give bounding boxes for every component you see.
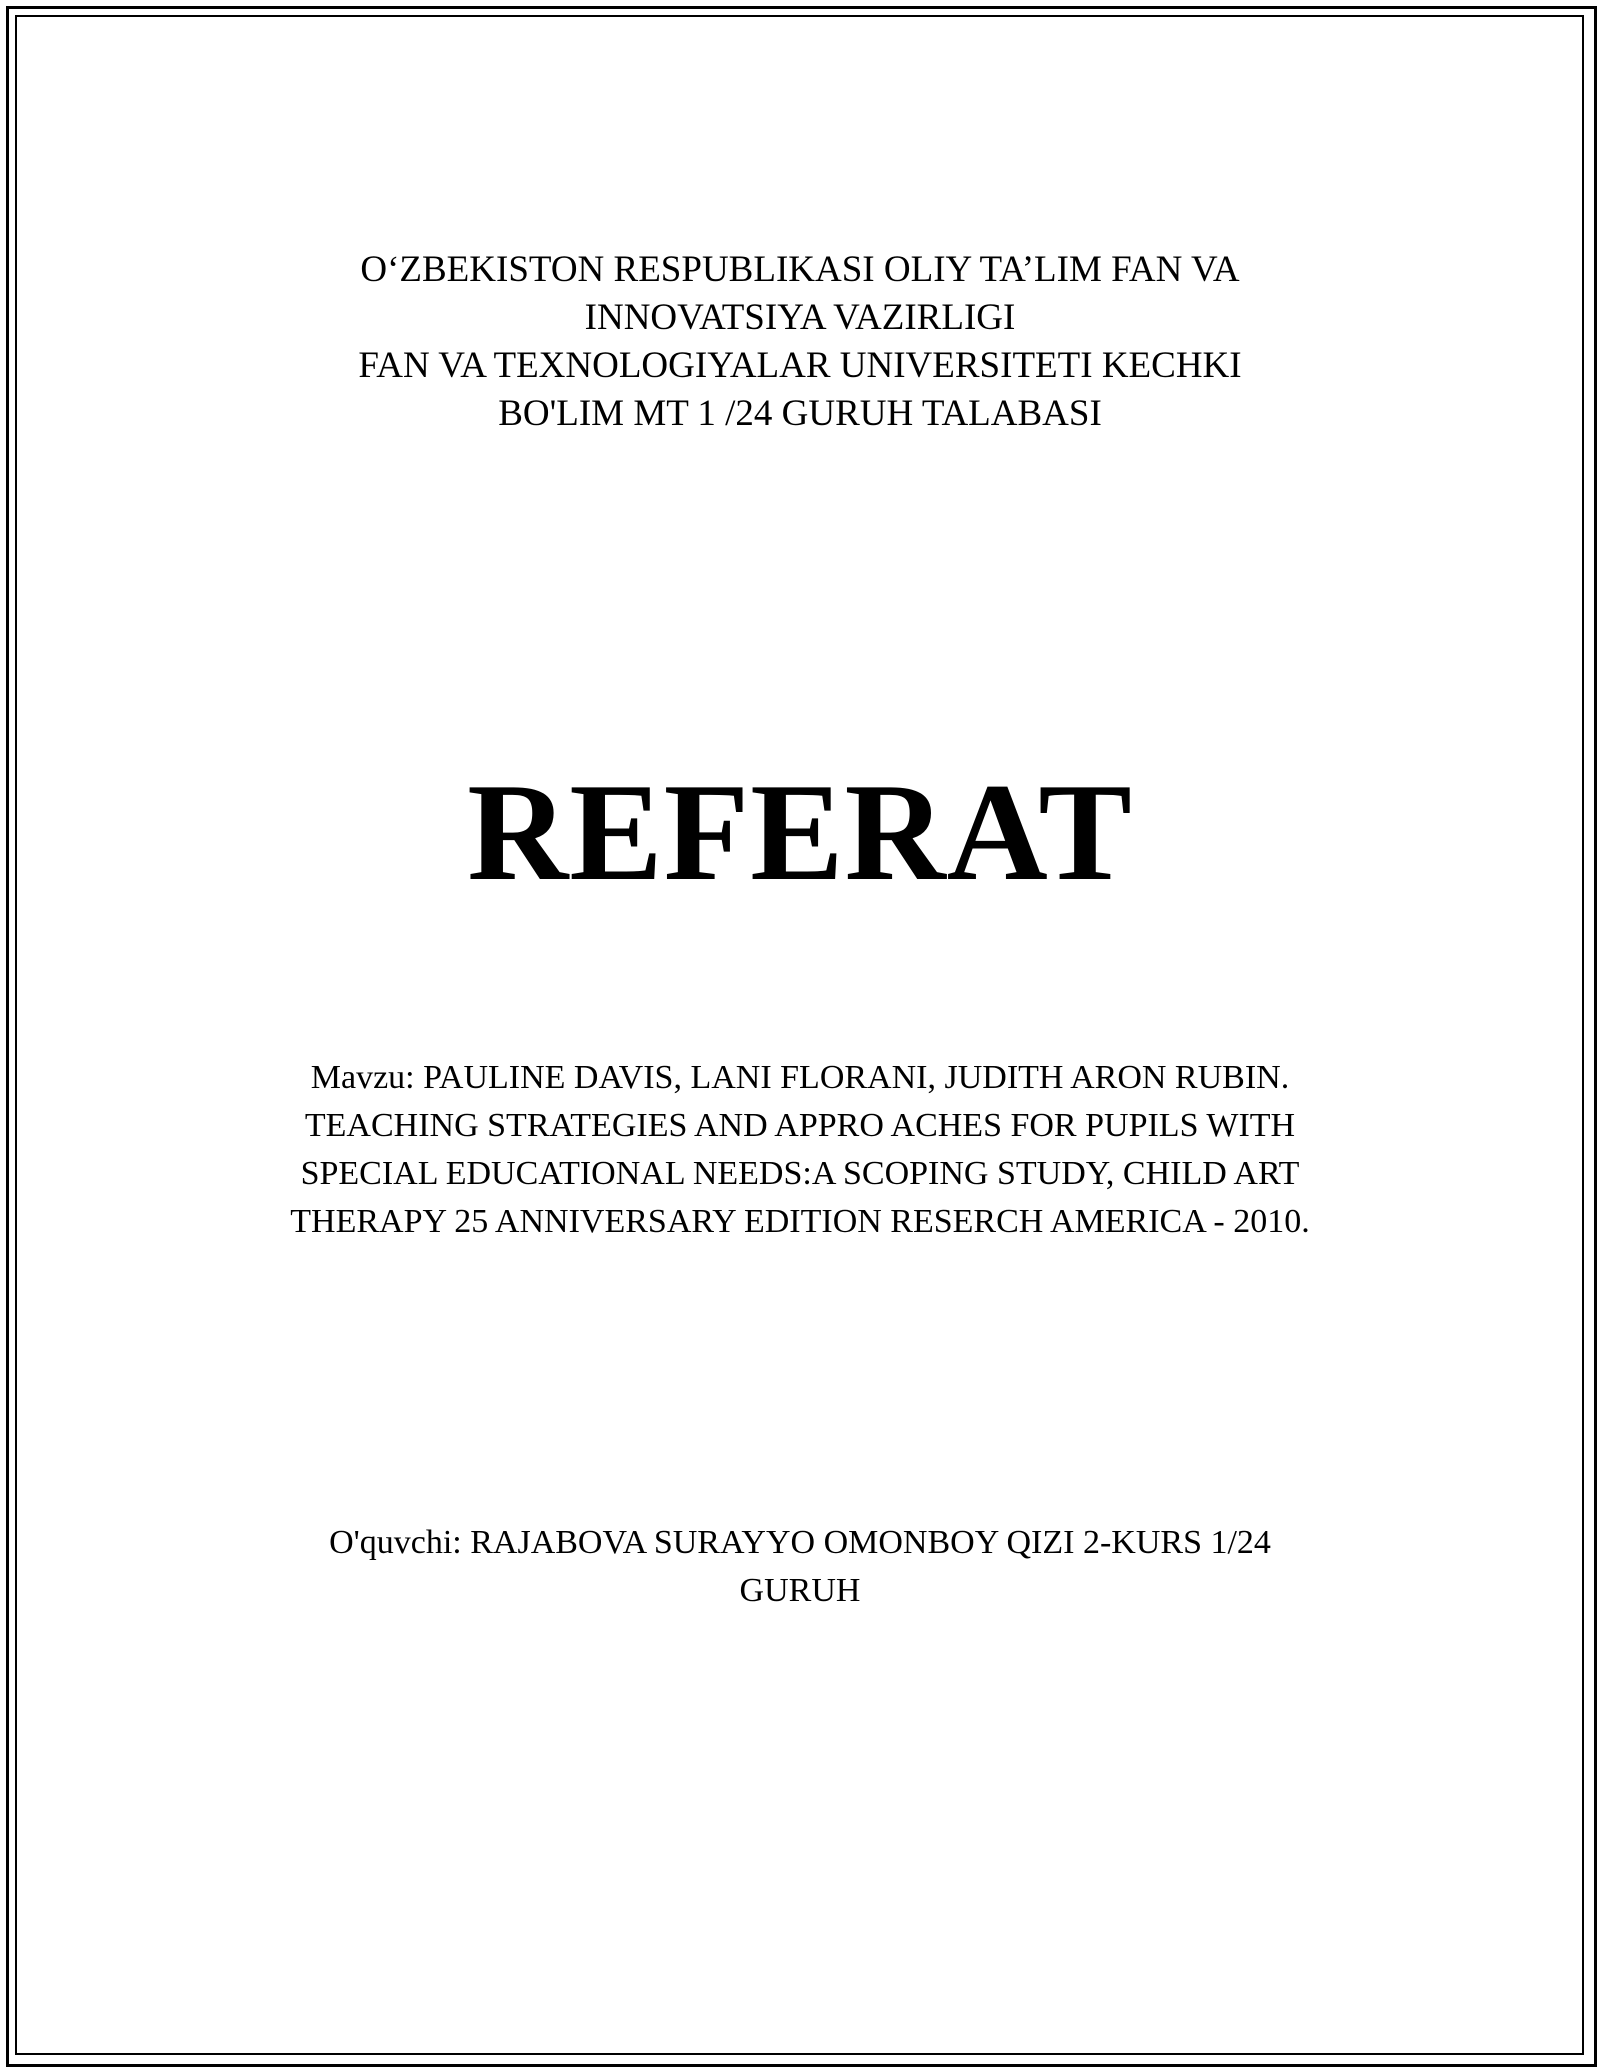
topic-line: THERAPY 25 ANNIVERSARY EDITION RESERCH AMERICA - 2010. <box>290 1203 1310 1240</box>
document-title: REFERAT <box>467 755 1133 910</box>
header-line: BO'LIM MT 1 /24 GURUH TALABASI <box>498 393 1102 434</box>
student-line: GURUH <box>739 1572 861 1609</box>
topic-line: Mavzu: PAULINE DAVIS, LANI FLORANI, JUDITH ARON RUBIN. <box>310 1059 1290 1096</box>
institution-header <box>0 246 1600 438</box>
topic-line: TEACHING STRATEGIES AND APPRO ACHES FOR PUPILS WITH <box>304 1107 1296 1144</box>
topic-line: SPECIAL EDUCATIONAL NEEDS:A SCOPING STUDY, CHILD ART <box>300 1155 1300 1192</box>
topic-block <box>0 1054 1600 1246</box>
header-line: INNOVATSIYA VAZIRLIGI <box>584 297 1016 338</box>
student-line: O'quvchi: RAJABOVA SURAYYO OMONBOY QIZI 2-KURS 1/24 <box>329 1524 1271 1561</box>
header-line: O‘ZBEKISTON RESPUBLIKASI OLIY TA’LIM FAN VA <box>360 249 1240 290</box>
header-line: FAN VA TEXNOLOGIYALAR UNIVERSITETI KECHKI <box>358 345 1242 386</box>
student-block <box>0 1519 1600 1615</box>
